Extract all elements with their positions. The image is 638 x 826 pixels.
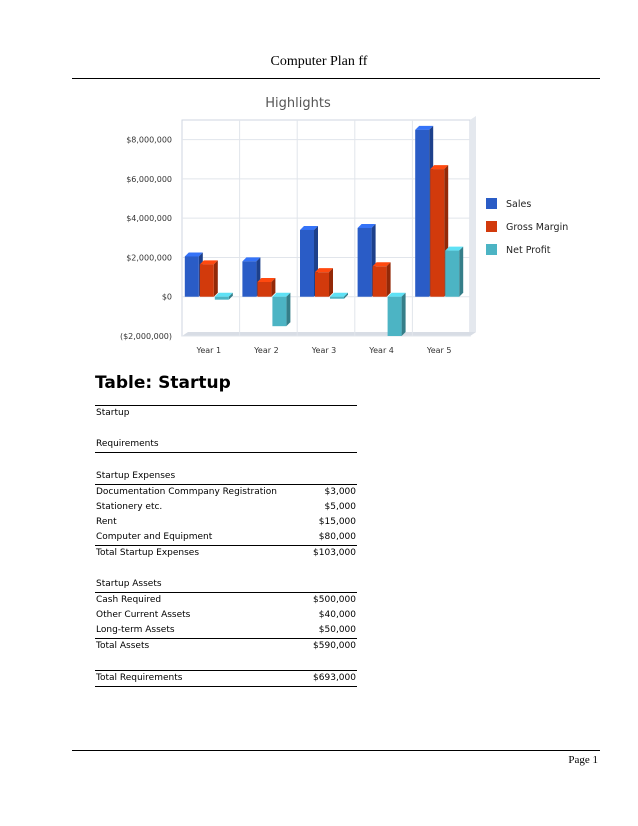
table-row <box>95 500 357 515</box>
x-tick-label: Year 1 <box>196 346 222 355</box>
bar-front-face <box>445 251 459 297</box>
bar-gross-margin-year-3 <box>315 268 333 297</box>
table-row <box>95 515 357 530</box>
bar-side-face <box>329 268 333 297</box>
bar-front-face <box>430 169 444 297</box>
row-label: Total Assets <box>96 641 150 651</box>
heading-label: Startup <box>96 408 130 418</box>
row-label: Total Startup Expenses <box>96 548 200 558</box>
table-title: Table: Startup <box>95 373 231 393</box>
y-tick-label: $4,000,000 <box>126 214 172 224</box>
bar-front-face <box>272 297 286 326</box>
y-tick-label: ($2,000,000) <box>119 332 172 341</box>
y-tick-label: $2,000,000 <box>126 253 172 263</box>
bar-front-face <box>257 282 271 297</box>
footer-rule <box>72 750 600 751</box>
row-label: Stationery etc. <box>96 502 163 512</box>
bar-front-face <box>358 228 372 297</box>
document-header-title: Computer Plan ff <box>270 54 368 69</box>
bar-net-profit-year-4 <box>388 293 406 336</box>
bar-side-face <box>214 260 218 296</box>
table-heading-requirements <box>95 437 357 453</box>
total-row-expenses <box>95 546 357 561</box>
bar-front-face <box>415 130 429 297</box>
section-heading-assets <box>95 577 357 593</box>
bar-front-face <box>388 297 402 336</box>
row-label: Long-term Assets <box>96 625 175 635</box>
bar-front-face <box>185 256 199 296</box>
startup-table <box>95 405 357 687</box>
row-label: Computer and Equipment <box>96 532 213 542</box>
bar-front-face <box>330 297 344 299</box>
bar-gross-margin-year-2 <box>257 278 275 297</box>
x-tick-label: Year 3 <box>311 346 337 355</box>
legend-label: Net Profit <box>506 245 551 256</box>
row-value: $103,000 <box>313 548 356 558</box>
plot-side-wall <box>470 116 476 336</box>
row-value: $40,000 <box>318 610 356 620</box>
section-label: Startup Assets <box>96 579 162 589</box>
chart-svg <box>104 90 584 358</box>
x-tick-label: Year 5 <box>426 346 452 355</box>
y-tick-label: $8,000,000 <box>126 135 172 145</box>
bar-side-face <box>286 293 290 326</box>
bar-front-face <box>315 272 329 297</box>
table-row <box>95 485 357 500</box>
y-tick-label: $6,000,000 <box>126 174 172 184</box>
bar-side-face <box>459 247 463 297</box>
section-label: Startup Expenses <box>96 471 176 481</box>
row-value: $50,000 <box>318 625 356 635</box>
row-value: $15,000 <box>318 517 356 527</box>
row-value: $5,000 <box>324 502 356 512</box>
legend-swatch <box>486 221 497 232</box>
page-number: Page 1 <box>568 754 598 766</box>
bar-side-face <box>387 262 391 296</box>
bar-front-face <box>373 266 387 296</box>
row-value: $500,000 <box>313 595 356 605</box>
plot-floor <box>182 332 476 336</box>
bar-front-face <box>300 230 314 297</box>
total-row-requirements <box>95 670 357 687</box>
bar-side-face <box>402 293 406 336</box>
x-tick-label: Year 4 <box>369 346 394 355</box>
highlights-chart <box>104 90 584 358</box>
header-rule <box>72 78 600 79</box>
chart-title: Highlights <box>265 96 331 111</box>
bar-gross-margin-year-1 <box>200 260 218 296</box>
row-label: Cash Required <box>96 595 162 605</box>
total-row-assets <box>95 639 357 654</box>
section-heading-expenses <box>95 469 357 485</box>
row-label: Rent <box>96 517 117 527</box>
table-row <box>95 623 357 639</box>
table-heading-startup <box>95 405 357 421</box>
table-row <box>95 530 357 546</box>
legend-label: Sales <box>506 199 532 210</box>
legend-swatch <box>486 198 497 209</box>
row-value: $3,000 <box>324 487 356 497</box>
row-label: Documentation Commpany Registration <box>96 487 277 497</box>
bar-front-face <box>215 297 229 300</box>
bar-gross-margin-year-4 <box>373 262 391 296</box>
table-row <box>95 608 357 623</box>
y-tick-label: $0 <box>161 292 172 302</box>
bar-front-face <box>200 264 214 296</box>
heading-label: Requirements <box>96 439 159 449</box>
row-label: Other Current Assets <box>96 610 191 620</box>
bar-front-face <box>242 261 256 296</box>
bar-net-profit-year-2 <box>272 293 290 326</box>
bar-net-profit-year-5 <box>445 247 463 297</box>
x-tick-label: Year 2 <box>254 346 279 355</box>
legend-label: Gross Margin <box>506 222 569 233</box>
row-value: $80,000 <box>318 532 356 542</box>
row-value: $693,000 <box>313 673 356 683</box>
row-value: $590,000 <box>313 641 356 651</box>
legend-swatch <box>486 244 497 255</box>
table-row <box>95 593 357 608</box>
row-label: Total Requirements <box>96 673 183 683</box>
